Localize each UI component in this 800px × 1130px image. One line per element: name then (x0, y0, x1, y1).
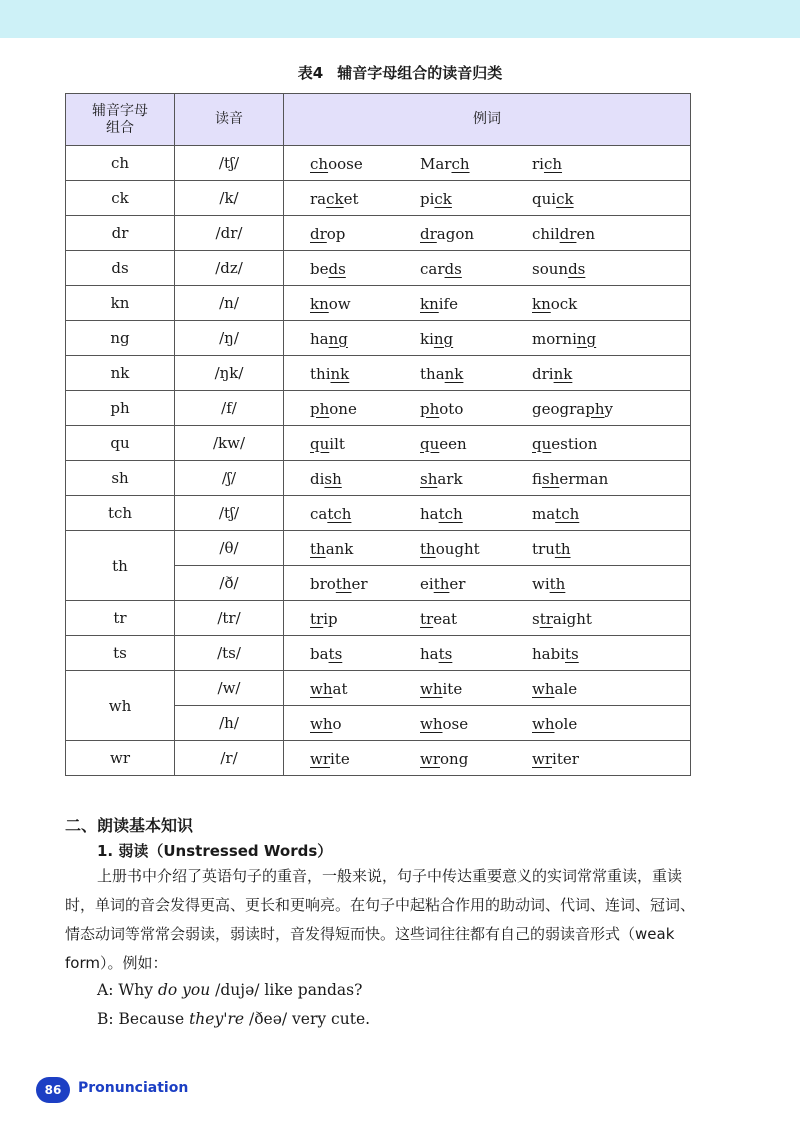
highlighted-letters: sh (324, 469, 342, 488)
example-word: pick (420, 189, 452, 208)
example-word: whole (532, 714, 578, 733)
examples-cell (284, 636, 691, 671)
combo-cell: qu (66, 426, 175, 461)
highlighted-letters: tch (555, 504, 580, 523)
highlighted-letters: tch (438, 504, 463, 523)
examples-cell (284, 391, 691, 426)
highlighted-letters: ph (585, 399, 605, 418)
highlighted-letters: dr (420, 224, 437, 243)
highlighted-letters: ph (420, 399, 440, 418)
highlighted-letters: ng (576, 329, 597, 348)
highlighted-letters: qu (420, 434, 440, 453)
example-word: treat (420, 609, 458, 628)
combo-cell: tr (66, 601, 175, 636)
highlighted-letters: qu (532, 434, 552, 453)
sound-cell: /ʃ/ (175, 461, 284, 496)
highlighted-letters: wh (420, 714, 443, 733)
example-word: thank (420, 364, 464, 383)
examples-cell (284, 671, 691, 706)
combo-cell: ck (66, 181, 175, 216)
sound-cell: /r/ (175, 741, 284, 776)
example-word: quick (532, 189, 574, 208)
example-word: March (420, 154, 470, 173)
highlighted-letters: ck (326, 189, 344, 208)
example-word: straight (532, 609, 592, 628)
table-row (66, 286, 691, 321)
sound-cell: /w/ (175, 671, 284, 706)
example-word: who (310, 714, 342, 733)
sound-cell: /ts/ (175, 636, 284, 671)
table-row (66, 426, 691, 461)
example-word: hatch (420, 504, 463, 523)
sound-cell: /f/ (175, 391, 284, 426)
table-title (0, 62, 800, 83)
highlighted-letters: wh (532, 714, 555, 733)
table-row (66, 741, 691, 776)
example-word: beds (310, 259, 346, 278)
example-word: children (532, 224, 595, 243)
highlighted-letters: wr (420, 749, 441, 768)
sound-cell: /dz/ (175, 251, 284, 286)
table-caption: 辅音字母组合的读音归类 (337, 64, 503, 82)
table-number: 表4 (297, 64, 324, 82)
sound-cell: /ŋk/ (175, 356, 284, 391)
highlighted-letters: sh (420, 469, 438, 488)
highlighted-letters: wr (532, 749, 553, 768)
table-row (66, 461, 691, 496)
highlighted-letters: ds (568, 259, 586, 278)
combo-cell: ch (66, 146, 175, 181)
combo-cell: wh (66, 671, 175, 741)
combo-cell: nk (66, 356, 175, 391)
page-number-badge: 86 (36, 1077, 70, 1103)
sound-cell: /tr/ (175, 601, 284, 636)
example-word: wrong (420, 749, 469, 768)
examples-cell (284, 496, 691, 531)
examples-cell (284, 426, 691, 461)
combo-cell: ng (66, 321, 175, 356)
highlighted-letters: th (554, 539, 571, 558)
example-word: knife (420, 294, 458, 313)
example-line-a: A: Why do you /dujə/ like pandas? (97, 981, 363, 999)
highlighted-letters: qu (310, 434, 330, 453)
highlighted-letters: wh (310, 714, 333, 733)
example-word: match (532, 504, 580, 523)
sound-cell: /ð/ (175, 566, 284, 601)
example-word: king (420, 329, 454, 348)
highlighted-letters: ng (433, 329, 454, 348)
example-word: brother (310, 574, 368, 593)
table-row (66, 356, 691, 391)
highlighted-letters: tch (327, 504, 352, 523)
section-heading: 二、朗读基本知识 (65, 816, 194, 835)
highlighted-letters: ts (565, 644, 579, 663)
example-word: bats (310, 644, 343, 663)
sound-cell: /θ/ (175, 531, 284, 566)
example-word: write (310, 749, 350, 768)
example-word: white (420, 679, 463, 698)
highlighted-letters: ch (310, 154, 329, 173)
example-word: either (420, 574, 466, 593)
combo-cell: ds (66, 251, 175, 286)
examples-cell (284, 461, 691, 496)
highlighted-letters: ck (556, 189, 574, 208)
examples-cell (284, 601, 691, 636)
highlighted-letters: ts (328, 644, 343, 663)
highlighted-letters: th (433, 574, 450, 593)
highlighted-letters: nk (553, 364, 573, 383)
example-word: know (310, 294, 351, 313)
example-word: knock (532, 294, 578, 313)
highlighted-letters: nk (444, 364, 464, 383)
highlighted-letters: dr (559, 224, 577, 243)
examples-cell (284, 251, 691, 286)
example-word: thank (310, 539, 354, 558)
highlighted-letters: sh (542, 469, 560, 488)
phonics-table (65, 93, 691, 776)
highlighted-letters: wh (310, 679, 333, 698)
sound-cell: /tʃ/ (175, 146, 284, 181)
example-line-b: B: Because they're /ðeə/ very cute. (97, 1010, 371, 1028)
highlighted-letters: ts (438, 644, 453, 663)
table-row (66, 321, 691, 356)
highlighted-letters: ds (328, 259, 346, 278)
sound-cell: /dr/ (175, 216, 284, 251)
header-examples: 例词 (284, 94, 691, 146)
example-word: whose (420, 714, 469, 733)
combo-cell: wr (66, 741, 175, 776)
example-word: queen (420, 434, 467, 453)
highlighted-letters: ph (310, 399, 330, 418)
table-row (66, 671, 691, 706)
highlighted-letters: tr (539, 609, 553, 628)
example-word: trip (310, 609, 338, 628)
combo-cell: kn (66, 286, 175, 321)
example-word: catch (310, 504, 352, 523)
highlighted-letters: ch (451, 154, 470, 173)
combo-cell: ts (66, 636, 175, 671)
example-word: what (310, 679, 348, 698)
examples-cell (284, 216, 691, 251)
sound-cell: /k/ (175, 181, 284, 216)
top-color-band (0, 0, 800, 38)
example-word: truth (532, 539, 571, 558)
examples-cell (284, 321, 691, 356)
examples-cell (284, 356, 691, 391)
example-word: shark (420, 469, 463, 488)
table-row (66, 496, 691, 531)
example-word: phone (310, 399, 357, 418)
table-row (66, 391, 691, 426)
highlighted-letters: dr (310, 224, 327, 243)
combo-cell: th (66, 531, 175, 601)
examples-cell (284, 181, 691, 216)
example-word: hats (420, 644, 453, 663)
highlighted-letters: ng (328, 329, 348, 348)
highlighted-letters: th (310, 539, 326, 558)
example-word: racket (310, 189, 359, 208)
table-header-row (66, 94, 691, 146)
example-word: dragon (420, 224, 475, 243)
example-word: fisherman (532, 469, 609, 488)
sound-cell: /kw/ (175, 426, 284, 461)
combo-cell: dr (66, 216, 175, 251)
highlighted-letters: ch (543, 154, 563, 173)
table-row (66, 146, 691, 181)
combo-cell: tch (66, 496, 175, 531)
example-word: choose (310, 154, 363, 173)
body-paragraph: 上册书中介绍了英语句子的重音，一般来说，句子中传达重要意义的实词常常重读，重读时，单词的音会发得更高、更长和更响亮。在句子中起粘合作用的助动词、代词、连词、冠词、情态动词等常常会弱读，弱读时，音发得短而快。这些词往往都有自己的弱读音形式（weak form）。例如： (65, 867, 696, 972)
example-word: thought (420, 539, 480, 558)
table-row (66, 636, 691, 671)
example-word: rich (532, 154, 563, 173)
highlighted-letters: th (420, 539, 436, 558)
combo-cell: ph (66, 391, 175, 426)
sound-cell: /h/ (175, 706, 284, 741)
examples-cell (284, 566, 691, 601)
highlighted-letters: tr (420, 609, 434, 628)
table-row (66, 251, 691, 286)
highlighted-letters: kn (532, 294, 551, 313)
example-word: whale (532, 679, 578, 698)
highlighted-letters: tr (310, 609, 324, 628)
example-word: geography (532, 399, 613, 418)
sound-cell: /ŋ/ (175, 321, 284, 356)
header-combo: 辅音字母组合 (66, 94, 175, 146)
example-word: drink (532, 364, 573, 383)
highlighted-letters: ck (434, 189, 452, 208)
highlighted-letters: th (335, 574, 352, 593)
combo-cell: sh (66, 461, 175, 496)
highlighted-letters: wh (420, 679, 443, 698)
highlighted-letters: kn (420, 294, 439, 313)
sound-cell: /n/ (175, 286, 284, 321)
example-word: sounds (532, 259, 586, 278)
examples-cell (284, 286, 691, 321)
subsection-heading: 1. 弱读（Unstressed Words） (97, 842, 333, 860)
examples-cell (284, 706, 691, 741)
example-word: writer (532, 749, 579, 768)
example-word: think (310, 364, 350, 383)
table-row (66, 531, 691, 566)
highlighted-letters: th (549, 574, 566, 593)
highlighted-letters: kn (310, 294, 329, 313)
example-word: cards (420, 259, 462, 278)
highlighted-letters: ds (444, 259, 462, 278)
examples-cell (284, 146, 691, 181)
table-row (66, 601, 691, 636)
example-word: dish (310, 469, 342, 488)
example-word: question (532, 434, 598, 453)
header-sound: 读音 (175, 94, 284, 146)
example-word: quilt (310, 434, 345, 453)
highlighted-letters: wr (310, 749, 331, 768)
highlighted-letters: nk (330, 364, 350, 383)
examples-cell (284, 531, 691, 566)
example-word: morning (532, 329, 597, 348)
example-word: photo (420, 399, 464, 418)
example-word: with (532, 574, 566, 593)
example-word: habits (532, 644, 579, 663)
sound-cell: /tʃ/ (175, 496, 284, 531)
example-word: hang (310, 329, 348, 348)
table-row (66, 181, 691, 216)
footer-label: Pronunciation (78, 1080, 189, 1096)
highlighted-letters: wh (532, 679, 555, 698)
table-row (66, 216, 691, 251)
example-word: drop (310, 224, 346, 243)
examples-cell (284, 741, 691, 776)
